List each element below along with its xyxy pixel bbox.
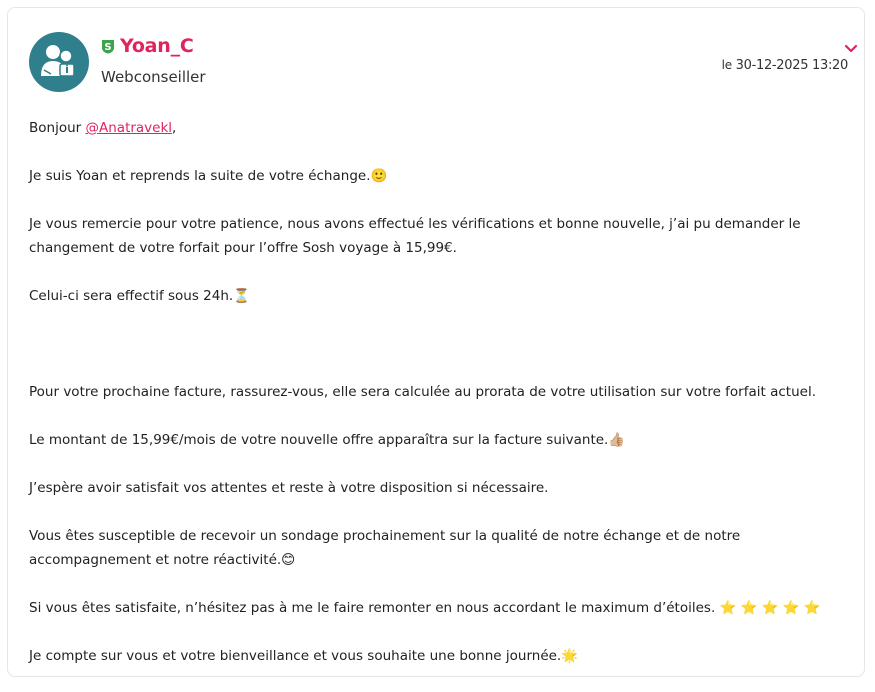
timestamp-value: 30-12-2025 13:20	[735, 58, 848, 73]
greeting-text: Bonjour	[29, 120, 86, 136]
author-role: Webconseiller	[101, 68, 206, 86]
user-mention-link[interactable]: @Anatravekl	[85, 120, 173, 136]
blank-spacer	[29, 332, 849, 380]
greeting-end: ,	[172, 120, 177, 136]
author-name[interactable]: Yoan_C	[120, 35, 194, 57]
chevron-down-icon[interactable]	[844, 44, 858, 54]
message-body	[29, 116, 849, 692]
author-name-row	[101, 35, 194, 57]
message-paragraph: Je vous remercie pour votre patience, nous avons effectué les vérifications et bonne nouvelle, j’ai pu demander le changement de votre forfait pour l’offre Sosh voyage à 15,99€.	[29, 216, 801, 256]
avatar[interactable]	[29, 32, 89, 92]
shield-badge-icon	[101, 39, 115, 54]
message-card	[7, 7, 865, 677]
message-paragraph: Si vous êtes satisfaite, n’hésitez pas à me le faire remonter en nous accordant le maximum d’étoiles. ⭐ ⭐ ⭐ ⭐ ⭐	[29, 600, 821, 616]
svg-text:S: S	[104, 41, 112, 53]
message-paragraph: Je compte sur vous et votre bienveillance et vous souhaite une bonne journée.🌟	[29, 648, 579, 664]
message-paragraph: Le montant de 15,99€/mois de votre nouvelle offre apparaîtra sur la facture suivante.👍🏼	[29, 432, 626, 448]
timestamp-prefix: le	[721, 58, 732, 72]
post-timestamp	[722, 58, 848, 73]
support-agents-icon	[29, 32, 89, 92]
message-paragraph: J’espère avoir satisfait vos attentes et reste à votre disposition si nécessaire.	[29, 480, 549, 496]
message-paragraph: Celui-ci sera effectif sous 24h.⏳	[29, 288, 251, 304]
greeting-paragraph	[29, 116, 849, 140]
message-paragraph: Pour votre prochaine facture, rassurez-vous, elle sera calculée au prorata de votre utilisation sur votre forfait actuel.	[29, 384, 816, 400]
message-paragraph: Vous êtes susceptible de recevoir un sondage prochainement sur la qualité de notre échange et de notre accompagnement et notre réactivité.😊	[29, 528, 741, 568]
message-paragraph: Je suis Yoan et reprends la suite de votre échange.🙂	[29, 168, 388, 184]
